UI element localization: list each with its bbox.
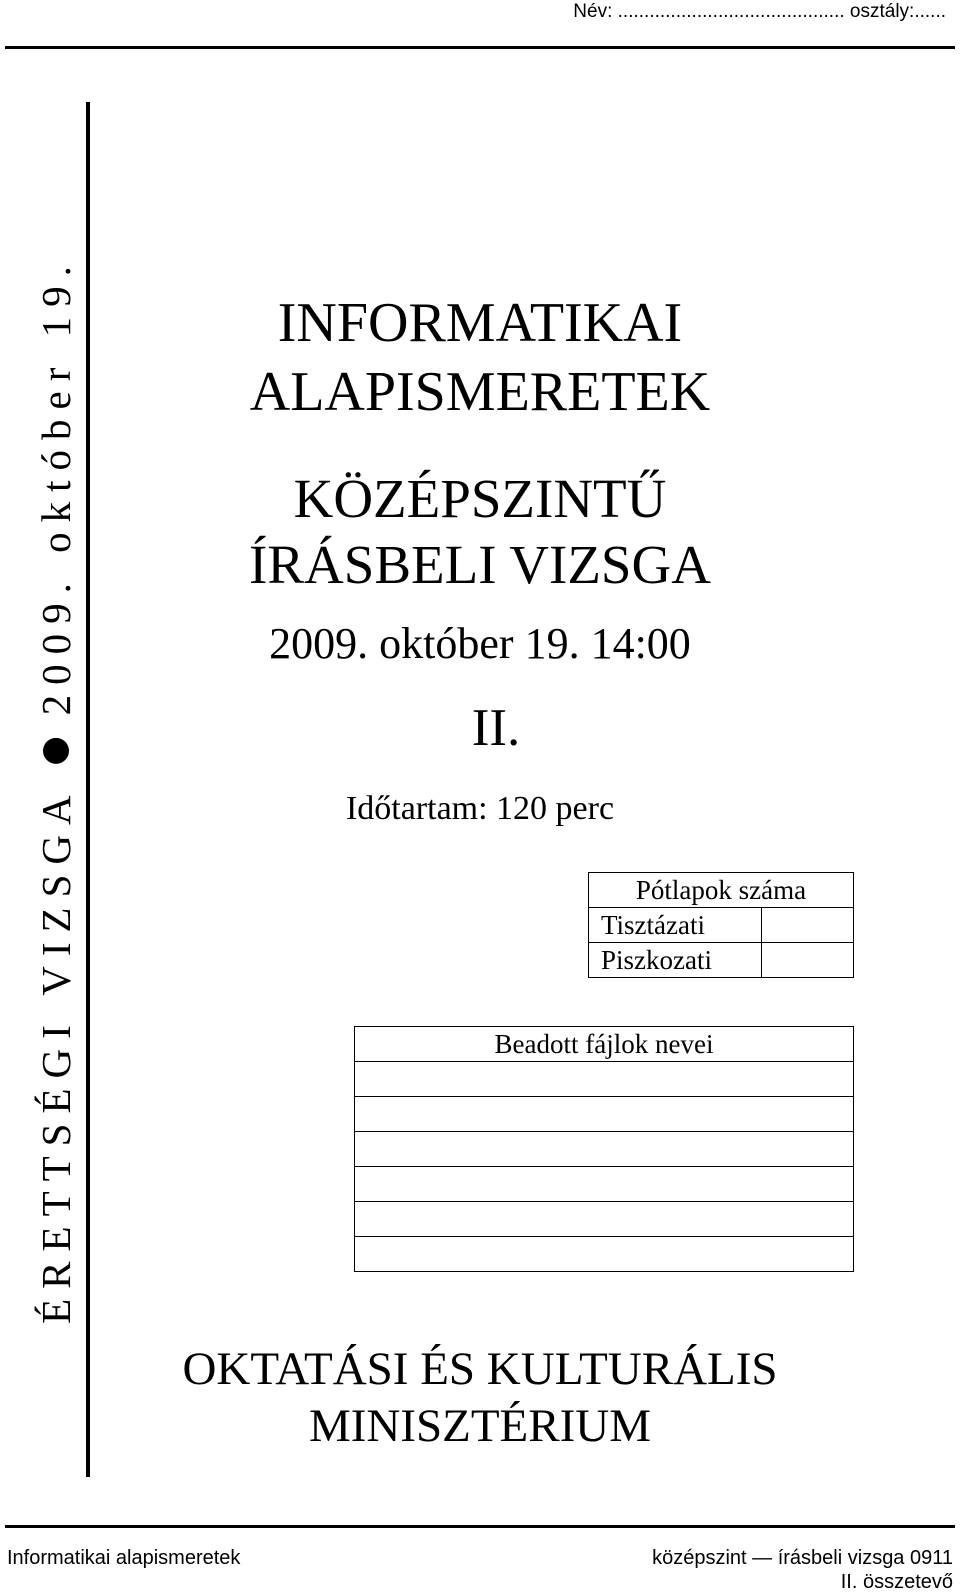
draft-label: Piszkozati — [589, 943, 762, 978]
top-rule — [5, 46, 955, 49]
table-row — [355, 1097, 854, 1132]
sidebar — [28, 102, 83, 1477]
sidebar-exam-date: 2009. október 19. — [32, 255, 79, 715]
table-row — [355, 1062, 854, 1097]
exam-level — [130, 466, 830, 598]
draft-count — [762, 943, 854, 978]
exam-level-line2: ÍRÁSBELI VIZSGA — [249, 534, 711, 595]
exam-level-line1: KÖZÉPSZINTŰ — [293, 468, 667, 529]
subject-title-line2: ALAPISMERETEK — [249, 361, 711, 423]
sidebar-text — [31, 256, 81, 1324]
sidebar-exam-label: ÉRETTSÉGI VIZSGA — [32, 784, 79, 1324]
ministry-line2: MINISZTÉRIUM — [308, 1400, 652, 1452]
extra-sheets-table — [588, 872, 854, 978]
table-row — [355, 1132, 854, 1167]
subject-title-line1: INFORMATIKAI — [277, 292, 683, 354]
file-name-cell — [355, 1132, 854, 1167]
clean-copy-label: Tisztázati — [589, 908, 762, 943]
file-name-cell — [355, 1237, 854, 1272]
footer-subject: Informatikai alapismeretek — [7, 1547, 241, 1569]
table-row — [355, 1167, 854, 1202]
submitted-files-table — [354, 1026, 854, 1272]
bullet-icon — [43, 737, 69, 763]
footer-exam-info — [652, 1546, 953, 1594]
bottom-rule — [5, 1525, 955, 1528]
ministry-name — [130, 1341, 830, 1455]
name-class-field: Név: ........................................... osztály:...... — [573, 1, 946, 22]
footer-component: II. összetevő — [840, 1571, 953, 1593]
ministry-line1: OKTATÁSI ÉS KULTURÁLIS — [182, 1343, 778, 1395]
table-row — [355, 1202, 854, 1237]
footer-exam-code: középszint — írásbeli vizsga 0911 — [652, 1547, 953, 1569]
table-row — [355, 1237, 854, 1272]
extra-sheets-header: Pótlapok száma — [589, 873, 854, 908]
exam-datetime: 2009. október 19. 14:00 — [269, 619, 691, 668]
exam-duration: Időtartam: 120 perc — [345, 790, 615, 827]
file-name-cell — [355, 1202, 854, 1237]
exam-part: II. — [471, 699, 521, 757]
file-name-cell — [355, 1097, 854, 1132]
submitted-files-header: Beadott fájlok nevei — [355, 1027, 854, 1062]
table-row — [589, 908, 854, 943]
sidebar-rule — [86, 102, 90, 1477]
table-row — [589, 943, 854, 978]
clean-copy-count — [762, 908, 854, 943]
file-name-cell — [355, 1167, 854, 1202]
subject-title — [130, 289, 830, 427]
file-name-cell — [355, 1062, 854, 1097]
